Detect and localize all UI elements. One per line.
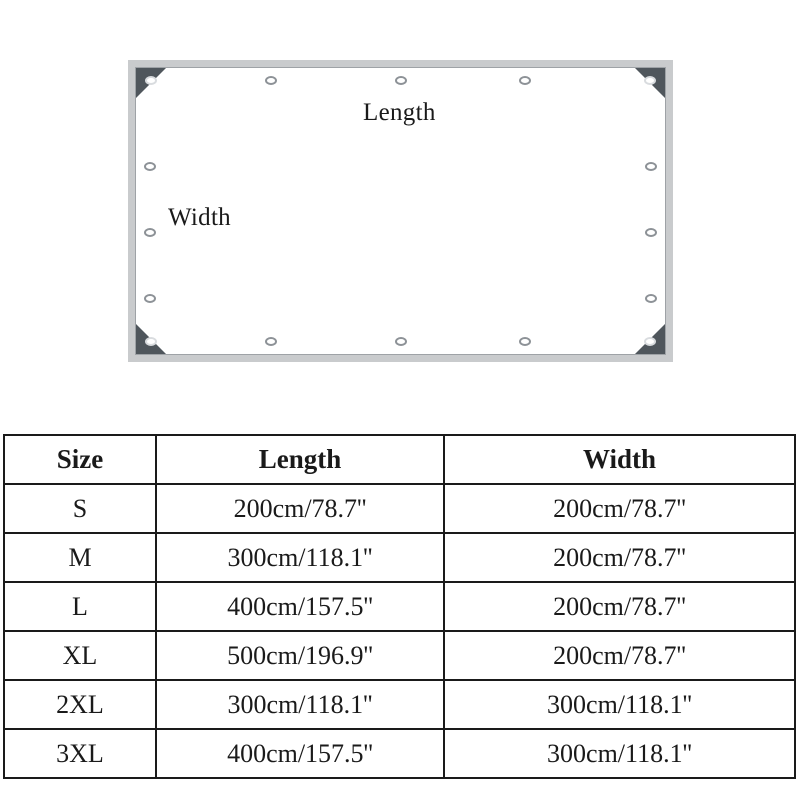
cell-width: 200cm/78.7'' [444,533,795,582]
grommet-icon [265,76,277,85]
grommet-icon [395,337,407,346]
cell-length: 500cm/196.9'' [156,631,444,680]
grommet-icon [144,294,156,303]
grommet-icon [145,337,157,346]
cell-width: 300cm/118.1'' [444,729,795,778]
table-row [4,582,795,631]
grommet-icon [645,294,657,303]
cell-size: L [4,582,156,631]
grommet-icon [645,162,657,171]
width-label: Width [168,204,231,231]
cell-width: 200cm/78.7'' [444,582,795,631]
table-row [4,729,795,778]
grommet-icon [519,337,531,346]
cell-length: 300cm/118.1'' [156,680,444,729]
cell-size: M [4,533,156,582]
cell-width: 200cm/78.7'' [444,484,795,533]
cell-width: 300cm/118.1'' [444,680,795,729]
table-row [4,631,795,680]
cell-size: XL [4,631,156,680]
cell-length: 200cm/78.7'' [156,484,444,533]
cell-width: 200cm/78.7'' [444,631,795,680]
cell-size: 2XL [4,680,156,729]
grommet-icon [644,76,656,85]
grommet-icon [519,76,531,85]
grommet-icon [144,228,156,237]
column-header-width: Width [444,435,795,484]
grommet-icon [145,76,157,85]
cell-length: 400cm/157.5'' [156,582,444,631]
grommet-icon [265,337,277,346]
cell-size: S [4,484,156,533]
grommet-icon [144,162,156,171]
size-chart-table [3,434,796,779]
table-row [4,680,795,729]
grommet-icon [644,337,656,346]
table-row [4,533,795,582]
grommet-icon [645,228,657,237]
table-row [4,484,795,533]
cell-size: 3XL [4,729,156,778]
table-header-row [4,435,795,484]
length-label: Length [363,99,436,126]
grommet-icon [395,76,407,85]
column-header-size: Size [4,435,156,484]
column-header-length: Length [156,435,444,484]
cell-length: 300cm/118.1'' [156,533,444,582]
cell-length: 400cm/157.5'' [156,729,444,778]
